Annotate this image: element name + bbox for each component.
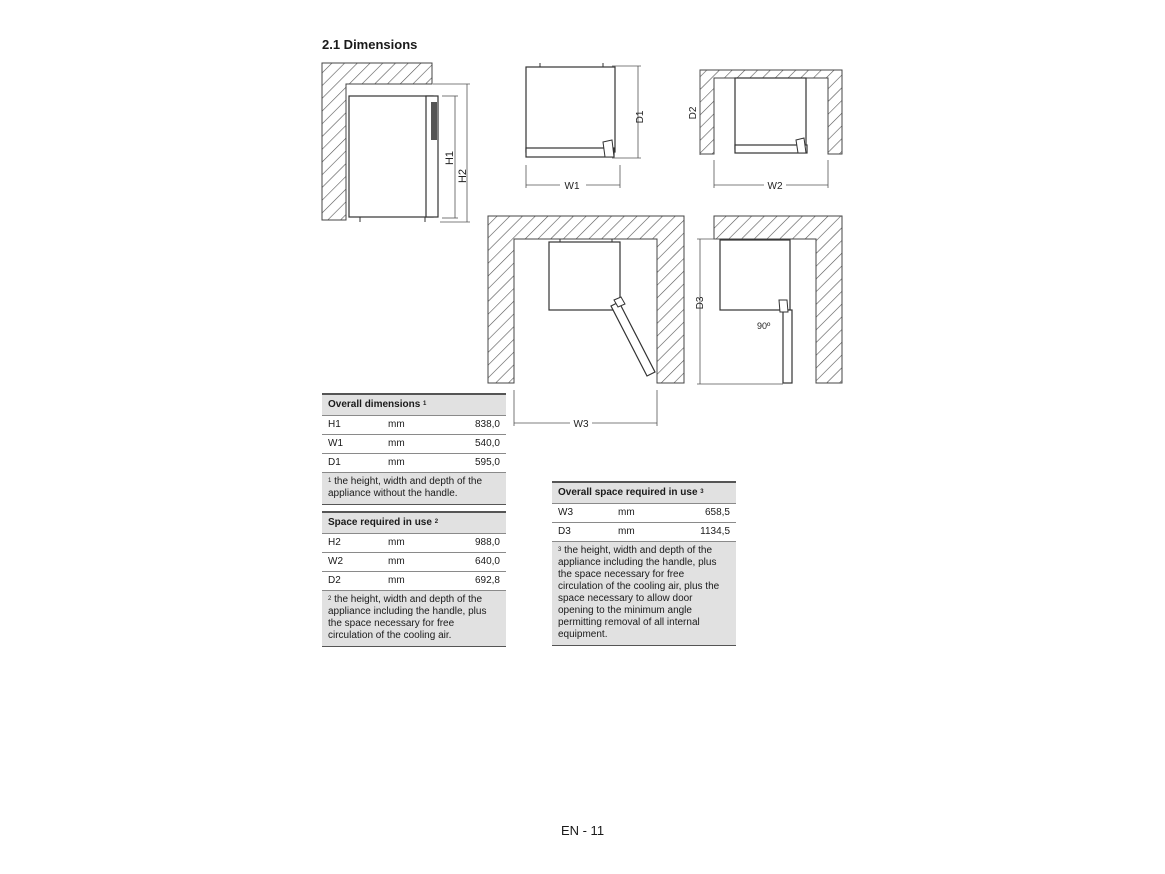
footnote-marker: 3 [700,489,704,495]
label-w1: W1 [564,181,580,192]
side-view-figure [322,63,470,222]
table-title: Space required in use [328,517,432,528]
door-open-width-figure [488,216,684,426]
dimension-unit: mm [388,575,405,586]
table-header [322,393,506,415]
overall-dimensions-table [322,393,506,505]
table-row [322,533,506,552]
table-row [552,503,736,522]
table-footnote [322,590,506,647]
footnote-text: the height, width and depth of the appliance without the handle. [328,476,483,499]
page-number: EN - 11 [560,823,605,838]
dimension-unit: mm [388,438,405,449]
table-footnote [552,541,736,646]
dimension-unit: mm [388,419,405,430]
dimension-key: W1 [328,438,343,449]
dimension-key: W2 [328,556,343,567]
label-w2: W2 [767,181,783,192]
dimension-unit: mm [388,556,405,567]
table-row [322,434,506,453]
label-h2: H2 [457,168,469,184]
dimension-value: 692,8 [474,575,500,586]
dimension-key: H1 [328,419,341,430]
dimension-value: 838,0 [474,419,500,430]
table-row [322,552,506,571]
table-row [322,415,506,434]
table-header [322,511,506,533]
footnote-text: the height, width and depth of the appliance including the handle, plus the space necessary for free circulation of the cooling air. [328,594,487,641]
top-view-figure [526,63,641,188]
dimension-key: D2 [328,575,341,586]
footnote-marker: 1 [423,401,427,407]
table-row [322,453,506,472]
dimension-key: H2 [328,537,341,548]
table-footnote [322,472,506,505]
table-row [322,571,506,590]
dimension-value: 658,5 [704,507,730,518]
label-w3: W3 [573,419,589,430]
dimension-key: W3 [558,507,573,518]
dimension-value: 988,0 [474,537,500,548]
section-title: 2.1 Dimensions [322,37,418,52]
dimension-unit: mm [388,537,405,548]
footnote-marker: 3 [558,547,562,553]
dimension-unit: mm [388,457,405,468]
dimension-key: D1 [328,457,341,468]
footnote-marker: 1 [328,478,332,484]
label-d2: D2 [688,106,699,120]
dimension-value: 1134,5 [700,526,730,537]
dimension-key: D3 [558,526,571,537]
dimension-value: 595,0 [474,457,500,468]
footnote-marker: 2 [328,596,332,602]
label-h1: H1 [444,150,456,166]
footnote-text: the height, width and depth of the appliance including the handle, plus the space necessary for free circulation of the cooling air, plus the space necessary to allow door opening to the minimum angle permitting removal of all internal equipment. [558,545,720,640]
table-title: Overall space required in use [558,487,698,498]
table-title: Overall dimensions [328,399,421,410]
dimension-unit: mm [618,526,635,537]
overall-space-required-table [552,481,736,646]
dimension-unit: mm [618,507,635,518]
dimension-value: 540,0 [474,438,500,449]
label-angle: 90º [757,321,771,331]
table-header [552,481,736,503]
table-row [552,522,736,541]
label-d1: D1 [635,110,646,124]
space-required-table [322,511,506,647]
niche-top-view-figure [700,70,842,188]
footnote-marker: 2 [434,519,439,525]
label-d3: D3 [695,296,706,310]
door-open-depth-figure [697,216,842,384]
dimension-value: 640,0 [474,556,500,567]
